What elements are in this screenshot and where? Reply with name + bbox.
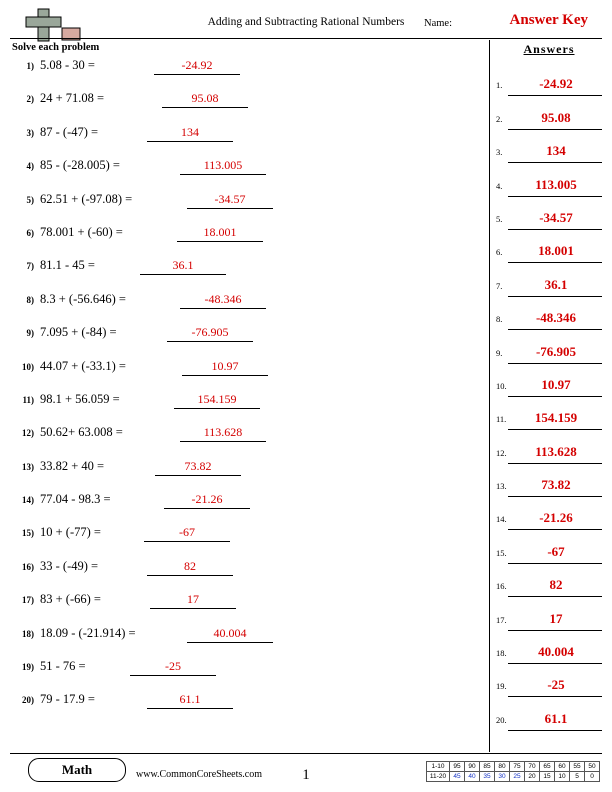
problem-expression: 50.62+ 63.008 = — [40, 425, 123, 440]
answer-number: 19. — [496, 681, 507, 692]
answer-value[interactable]: 113.005 — [535, 176, 577, 192]
problem-expression: 7.095 + (-84) = — [40, 325, 117, 340]
instructions-text: Solve each problem — [12, 42, 100, 53]
score-cell[interactable]: 60 — [555, 762, 570, 772]
score-cell[interactable]: 30 — [495, 772, 510, 782]
problem-answer-blank[interactable]: 95.08 — [162, 91, 248, 108]
answer-row — [496, 530, 602, 563]
answers-title: Answers — [523, 42, 575, 56]
score-cell[interactable]: 75 — [510, 762, 525, 772]
score-row-label: 1-10 — [427, 762, 450, 772]
answer-row — [496, 397, 602, 430]
answer-row — [496, 197, 602, 230]
answer-row — [496, 330, 602, 363]
answer-number: 12. — [496, 447, 507, 458]
answer-number: 3. — [496, 147, 503, 158]
problem-answer-blank[interactable]: 17 — [150, 592, 236, 609]
problem-expression: 44.07 + (-33.1) = — [40, 358, 126, 373]
answer-row — [496, 297, 602, 330]
answer-value[interactable]: 17 — [549, 610, 563, 626]
problem-number: 20) — [22, 695, 34, 706]
score-cell[interactable]: 90 — [465, 762, 480, 772]
problem-row — [12, 258, 482, 291]
problem-answer-blank[interactable]: 18.001 — [177, 225, 263, 242]
problem-number: 16) — [22, 561, 34, 572]
score-row-label: 11-20 — [427, 772, 450, 782]
problem-expression: 10 + (-77) = — [40, 525, 101, 540]
problem-expression: 87 - (-47) = — [40, 124, 99, 139]
score-cell[interactable]: 35 — [480, 772, 495, 782]
answer-number: 10. — [496, 380, 507, 391]
score-cell[interactable]: 70 — [525, 762, 540, 772]
problem-expression: 5.08 - 30 = — [40, 58, 95, 72]
answer-row — [496, 130, 602, 163]
problem-number: 6) — [26, 227, 34, 238]
answer-value[interactable]: -25 — [547, 677, 565, 693]
answer-row — [496, 96, 602, 129]
page-number: 1 — [302, 767, 310, 783]
answer-value[interactable]: -76.905 — [535, 343, 577, 359]
answer-number: 9. — [496, 347, 503, 358]
answer-number: 6. — [496, 247, 503, 258]
problem-row — [12, 192, 482, 225]
problem-number: 4) — [26, 161, 34, 172]
problem-answer-blank[interactable]: -25 — [130, 659, 216, 676]
problem-expression: 81.1 - 45 = — [40, 258, 95, 273]
problem-number: 18) — [22, 628, 34, 639]
answer-value[interactable]: 95.08 — [541, 109, 571, 125]
problem-number: 12) — [22, 428, 34, 439]
answer-number: 13. — [496, 481, 507, 492]
problem-expression: 33.82 + 40 = — [40, 458, 105, 473]
problem-expression: 98.1 + 56.059 = — [40, 391, 120, 406]
problem-answer-blank[interactable]: 113.005 — [180, 158, 266, 175]
answer-value[interactable]: 134 — [546, 143, 566, 159]
score-cell[interactable]: 55 — [570, 762, 585, 772]
problem-number: 15) — [22, 528, 34, 539]
answer-value[interactable]: 18.001 — [538, 243, 574, 259]
score-cell[interactable]: 15 — [540, 772, 555, 782]
problem-row — [12, 492, 482, 525]
answer-value[interactable]: -21.26 — [539, 510, 573, 526]
problem-row — [12, 425, 482, 458]
score-cell[interactable]: 5 — [570, 772, 585, 782]
answer-row — [496, 163, 602, 196]
score-cell[interactable]: 45 — [450, 772, 465, 782]
answer-row — [496, 464, 602, 497]
score-cell[interactable]: 20 — [525, 772, 540, 782]
score-cell[interactable]: 85 — [480, 762, 495, 772]
problem-answer-blank[interactable]: -34.57 — [187, 192, 273, 209]
answer-underline — [508, 730, 602, 731]
header-divider — [10, 38, 602, 39]
answer-number: 11. — [496, 414, 507, 425]
score-cell[interactable]: 65 — [540, 762, 555, 772]
problem-expression: 18.09 - (-21.914) = — [40, 625, 136, 640]
answer-value[interactable]: -34.57 — [539, 209, 573, 225]
answer-value[interactable]: 40.004 — [538, 644, 574, 660]
problem-number: 7) — [26, 261, 34, 272]
answer-number: 20. — [496, 714, 507, 725]
answer-row — [496, 497, 602, 530]
answer-number: 5. — [496, 213, 503, 224]
problem-number: 3) — [26, 127, 34, 138]
problem-expression: 51 - 76 = — [40, 659, 86, 674]
problem-number: 10) — [22, 361, 34, 372]
problem-row — [12, 626, 482, 659]
problem-expression: 77.04 - 98.3 = — [40, 492, 111, 507]
problem-answer-blank[interactable]: 73.82 — [155, 459, 241, 476]
answer-number: 16. — [496, 581, 507, 592]
problem-row — [12, 459, 482, 492]
answer-value[interactable]: 61.1 — [544, 710, 568, 726]
answer-row — [496, 564, 602, 597]
answer-row — [496, 697, 602, 730]
answer-number: 8. — [496, 314, 503, 325]
problem-answer-blank[interactable]: -24.92 — [154, 58, 240, 75]
problem-answer-blank[interactable]: 134 — [147, 125, 233, 142]
score-row-1-10 — [427, 762, 600, 772]
score-table — [426, 761, 600, 782]
answer-value[interactable]: 73.82 — [541, 477, 571, 493]
problem-row — [12, 525, 482, 558]
name-label: Name: — [424, 18, 452, 29]
score-cell[interactable]: 0 — [585, 772, 600, 782]
subject-badge: Math — [28, 758, 126, 782]
problem-number: 9) — [26, 328, 34, 339]
answer-number: 2. — [496, 113, 503, 124]
problem-row — [12, 559, 482, 592]
problem-row — [12, 659, 482, 692]
answer-number: 14. — [496, 514, 507, 525]
score-cell[interactable]: 95 — [450, 762, 465, 772]
problem-number: 5) — [26, 194, 34, 205]
answer-value[interactable]: -24.92 — [539, 76, 573, 92]
answer-row — [496, 597, 602, 630]
answer-number: 18. — [496, 648, 507, 659]
problem-number: 8) — [26, 294, 34, 305]
problem-answer-blank[interactable]: -76.905 — [167, 325, 253, 342]
answer-row — [496, 230, 602, 263]
problem-answer-blank[interactable]: 40.004 — [187, 626, 273, 643]
problem-row — [12, 91, 482, 124]
answer-number: 7. — [496, 280, 503, 291]
answer-row — [496, 63, 602, 96]
score-cell[interactable]: 50 — [585, 762, 600, 772]
problem-row — [12, 592, 482, 625]
problem-row — [12, 692, 482, 725]
problem-row — [12, 158, 482, 191]
answer-value[interactable]: 10.97 — [541, 376, 571, 392]
answer-row — [496, 263, 602, 296]
problem-row — [12, 292, 482, 325]
score-cell[interactable]: 40 — [465, 772, 480, 782]
problem-row — [12, 125, 482, 158]
problem-expression: 79 - 17.9 = — [40, 692, 95, 707]
score-row-11-20 — [427, 772, 600, 782]
problem-expression: 83 + (-66) = — [40, 592, 101, 607]
problem-answer-blank[interactable]: 82 — [147, 559, 233, 576]
answer-row — [496, 430, 602, 463]
score-cell[interactable]: 25 — [510, 772, 525, 782]
footer-divider — [10, 753, 602, 754]
score-cell[interactable]: 80 — [495, 762, 510, 772]
answer-row — [496, 364, 602, 397]
problem-expression: 33 - (-49) = — [40, 558, 99, 573]
problem-answer-blank[interactable]: -48.346 — [180, 292, 266, 309]
problem-number: 2) — [26, 94, 34, 105]
answer-value[interactable]: 154.159 — [534, 410, 578, 426]
answers-panel — [496, 42, 602, 731]
problem-row — [12, 359, 482, 392]
site-url[interactable]: www.CommonCoreSheets.com — [136, 769, 263, 780]
score-cell[interactable]: 10 — [555, 772, 570, 782]
problem-row — [12, 58, 482, 91]
problem-number: 14) — [22, 495, 34, 506]
problem-row — [12, 225, 482, 258]
answer-row — [496, 664, 602, 697]
problem-answer-blank[interactable]: 10.97 — [182, 359, 268, 376]
problem-row — [12, 325, 482, 358]
problem-number: 1) — [26, 61, 34, 71]
answer-number: 4. — [496, 180, 503, 191]
answer-number: 17. — [496, 614, 507, 625]
problem-number: 11) — [22, 394, 34, 405]
page-title: Adding and Subtracting Rational Numbers — [207, 16, 405, 28]
problem-answer-blank[interactable]: 154.159 — [174, 392, 260, 409]
problem-expression: 24 + 71.08 = — [40, 91, 105, 106]
problem-number: 19) — [22, 662, 34, 673]
problem-number: 13) — [22, 461, 34, 472]
answers-divider — [489, 40, 490, 752]
problem-answer-blank[interactable]: 36.1 — [140, 258, 226, 275]
answer-value[interactable]: 36.1 — [544, 276, 568, 292]
problem-row — [12, 392, 482, 425]
answer-value[interactable]: -67 — [547, 543, 565, 559]
problem-answer-blank[interactable]: 61.1 — [147, 692, 233, 709]
problem-expression: 62.51 + (-97.08) = — [40, 191, 133, 206]
answer-value[interactable]: 113.628 — [535, 443, 577, 459]
problem-number: 17) — [22, 595, 34, 606]
answer-number: 15. — [496, 547, 507, 558]
answer-key-label: Answer Key — [509, 12, 588, 28]
problem-expression: 85 - (-28.005) = — [40, 158, 120, 173]
answer-number: 1. — [496, 80, 503, 91]
problem-expression: 8.3 + (-56.646) = — [40, 291, 126, 306]
problem-answer-blank[interactable]: -67 — [144, 525, 230, 542]
problem-expression: 78.001 + (-60) = — [40, 224, 123, 239]
answer-row — [496, 631, 602, 664]
problem-answer-blank[interactable]: -21.26 — [164, 492, 250, 509]
problem-answer-blank[interactable]: 113.628 — [180, 425, 266, 442]
answer-value[interactable]: -48.346 — [535, 310, 577, 326]
problem-list — [12, 58, 482, 726]
answer-value[interactable]: 82 — [549, 577, 563, 593]
